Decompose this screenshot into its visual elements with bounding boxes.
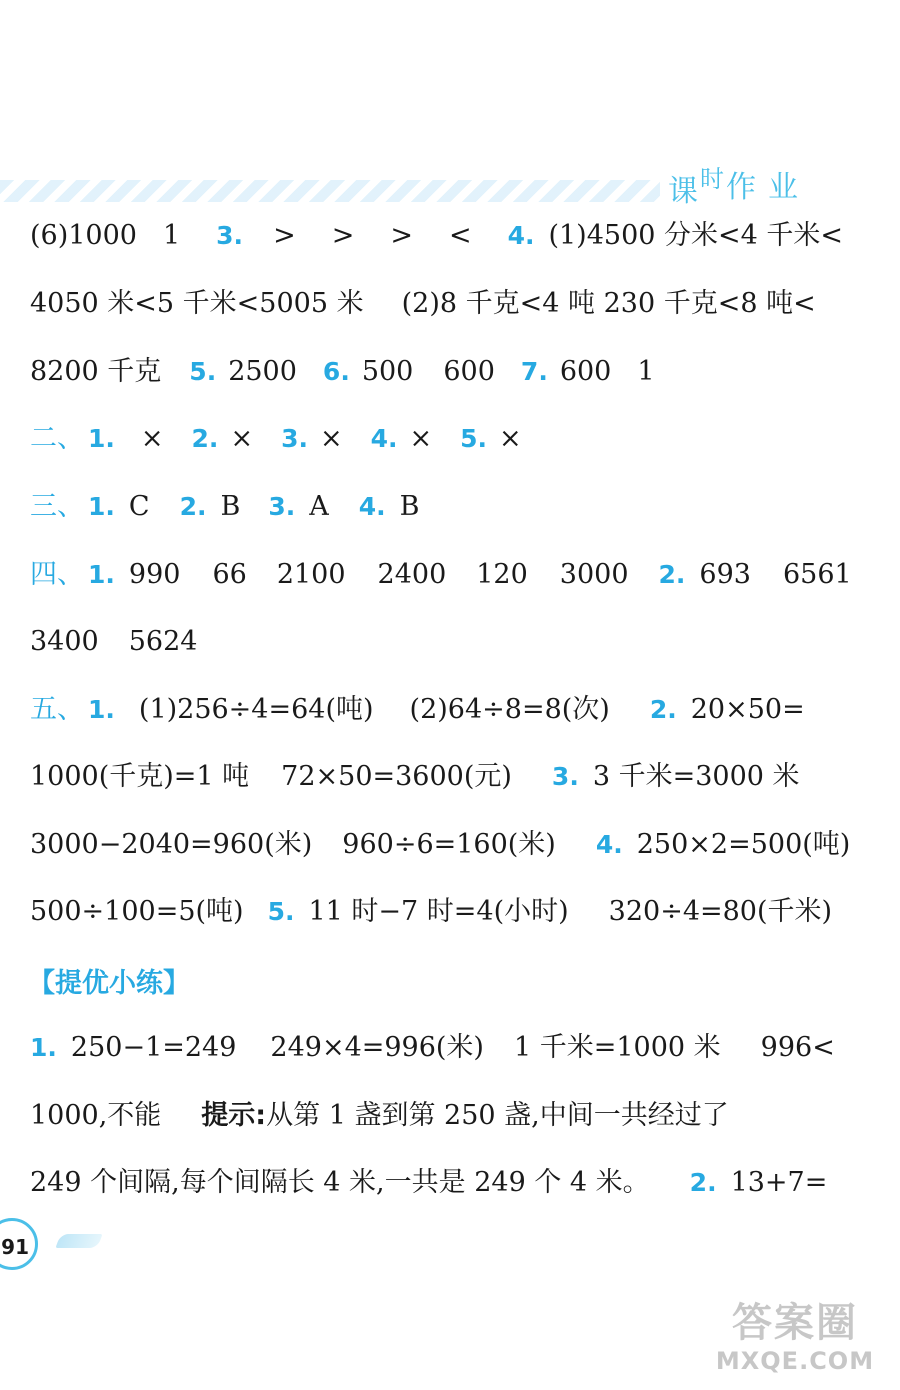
header-char: 时	[700, 165, 726, 193]
question-number: 1.	[30, 1033, 57, 1062]
question-number: 2.	[649, 695, 677, 724]
answer-line	[30, 895, 833, 929]
answer-text: 996<	[760, 1032, 835, 1063]
answer-text: 6561	[782, 559, 852, 590]
answer-text: ×	[319, 423, 343, 454]
answer-text: 990	[128, 559, 181, 590]
answer-text: 4050 米<5 千米<5005 米	[30, 288, 364, 319]
answer-text: (1)4500 分米<4 千米<	[548, 220, 844, 251]
page-decoration	[55, 1234, 102, 1248]
answer-text: 从第 1 盏到第 250 盏,中间一共经过了	[266, 1100, 729, 1131]
answer-text: (1)256÷4=64(吨)	[138, 694, 374, 725]
answer-text: ×	[140, 423, 164, 454]
answer-text: 3000	[559, 559, 629, 590]
answer-line	[30, 355, 830, 389]
answer-text: >	[390, 220, 413, 251]
answer-text: (2)64÷8=8(次)	[409, 694, 610, 725]
answer-text: 250−1=249	[70, 1032, 237, 1063]
answer-text: 1 千米=1000 米	[513, 1032, 721, 1063]
answer-line	[30, 828, 851, 862]
header-char: 业	[768, 170, 800, 205]
answer-line	[30, 1166, 830, 1200]
section-title: 【提优小练】	[28, 968, 190, 999]
question-number: 1.	[88, 424, 115, 453]
answer-text: 提示:	[201, 1100, 267, 1131]
answer-line	[30, 625, 830, 659]
watermark-text: 答案圈	[732, 1300, 858, 1346]
answer-line	[30, 287, 830, 321]
answer-text: ×	[230, 423, 254, 454]
answer-text: 600	[559, 356, 612, 387]
question-number: 5.	[460, 424, 488, 453]
answer-text: 249 个间隔,每个间隔长 4 米,一共是 249 个 4 米。	[30, 1167, 650, 1198]
answer-text: 249×4=996(米)	[270, 1032, 484, 1063]
answer-text: (6)1000	[30, 220, 137, 251]
answer-text: 20×50=	[690, 694, 805, 725]
answer-text: 3400	[30, 626, 99, 657]
answer-line	[30, 1031, 835, 1065]
answer-text: 600	[443, 356, 495, 387]
answer-text: C	[128, 491, 150, 522]
question-number: 4.	[595, 830, 623, 859]
answer-text: 66	[212, 559, 247, 590]
answer-text: >	[331, 220, 355, 251]
question-number: 1.	[88, 492, 115, 521]
answer-text: B	[220, 491, 241, 522]
answer-line	[30, 760, 830, 794]
answer-line	[30, 1099, 830, 1133]
question-number: 4.	[370, 424, 398, 453]
answer-text: 320÷4=80(千米)	[608, 896, 833, 927]
answer-line	[30, 693, 830, 727]
question-number: 2.	[191, 424, 219, 453]
question-number: 5.	[189, 357, 217, 386]
answer-text: ×	[409, 423, 433, 454]
answer-text: <	[448, 220, 472, 251]
answer-text: 1	[637, 356, 655, 387]
page-number: 91	[0, 1218, 38, 1270]
answer-text: B	[399, 491, 420, 522]
question-number: 5.	[267, 897, 295, 926]
answer-text: 693	[699, 559, 751, 590]
question-number: 7.	[520, 357, 548, 386]
answer-text: A	[309, 491, 329, 522]
answer-text: 500	[361, 356, 414, 387]
question-number: 4.	[507, 221, 535, 250]
answer-text: 1	[162, 220, 181, 251]
answer-text: 500÷100=5(吨)	[30, 896, 244, 927]
answer-text: 250×2=500(吨)	[636, 829, 851, 860]
question-number: 2.	[179, 492, 207, 521]
section-label: 五、	[30, 694, 84, 725]
header-decoration	[0, 180, 660, 202]
question-number: 3.	[216, 221, 244, 250]
answer-line	[30, 422, 830, 456]
header-title	[668, 158, 828, 209]
answer-line	[30, 490, 830, 524]
question-number: 1.	[88, 560, 115, 589]
answer-text: 3 千米=3000 米	[592, 761, 800, 792]
section-label: 四、	[30, 559, 84, 590]
answer-text: 3000−2040=960(米)	[30, 829, 313, 860]
answer-line	[30, 219, 844, 253]
answer-text: 11 时−7 时=4(小时)	[308, 896, 569, 927]
answer-text: 2400	[377, 559, 447, 590]
question-number: 4.	[358, 492, 386, 521]
question-number: 1.	[88, 695, 115, 724]
question-number: 6.	[322, 357, 350, 386]
answer-text: 120	[476, 559, 528, 590]
answer-text: 2100	[276, 559, 346, 590]
question-number: 3.	[268, 492, 296, 521]
question-number: 3.	[551, 762, 579, 791]
header-char: 课	[668, 174, 700, 209]
answer-line	[30, 558, 852, 592]
question-number: 2.	[689, 1168, 717, 1197]
section-label: 二、	[30, 423, 84, 454]
watermark-url: MXQE.COM	[715, 1347, 875, 1375]
answer-text: 1000(千克)=1 吨	[30, 761, 250, 792]
watermark	[700, 1300, 890, 1382]
answer-text: ×	[499, 423, 522, 454]
question-number: 3.	[281, 424, 308, 453]
answer-text: 960÷6=160(米)	[342, 829, 556, 860]
question-number: 2.	[658, 560, 686, 589]
answer-text: 2500	[228, 356, 297, 387]
answer-text: 8200 千克	[30, 356, 162, 387]
answer-text: 1000,不能	[30, 1100, 162, 1131]
answer-text: 13+7=	[730, 1167, 828, 1198]
header-char: 作	[726, 170, 758, 205]
answer-text: >	[273, 220, 296, 251]
answer-text: 72×50=3600(元)	[281, 761, 512, 792]
answer-text: (2)8 千克<4 吨 230 千克<8 吨<	[401, 288, 816, 319]
answer-text: 5624	[128, 626, 198, 657]
section-label: 三、	[30, 491, 84, 522]
